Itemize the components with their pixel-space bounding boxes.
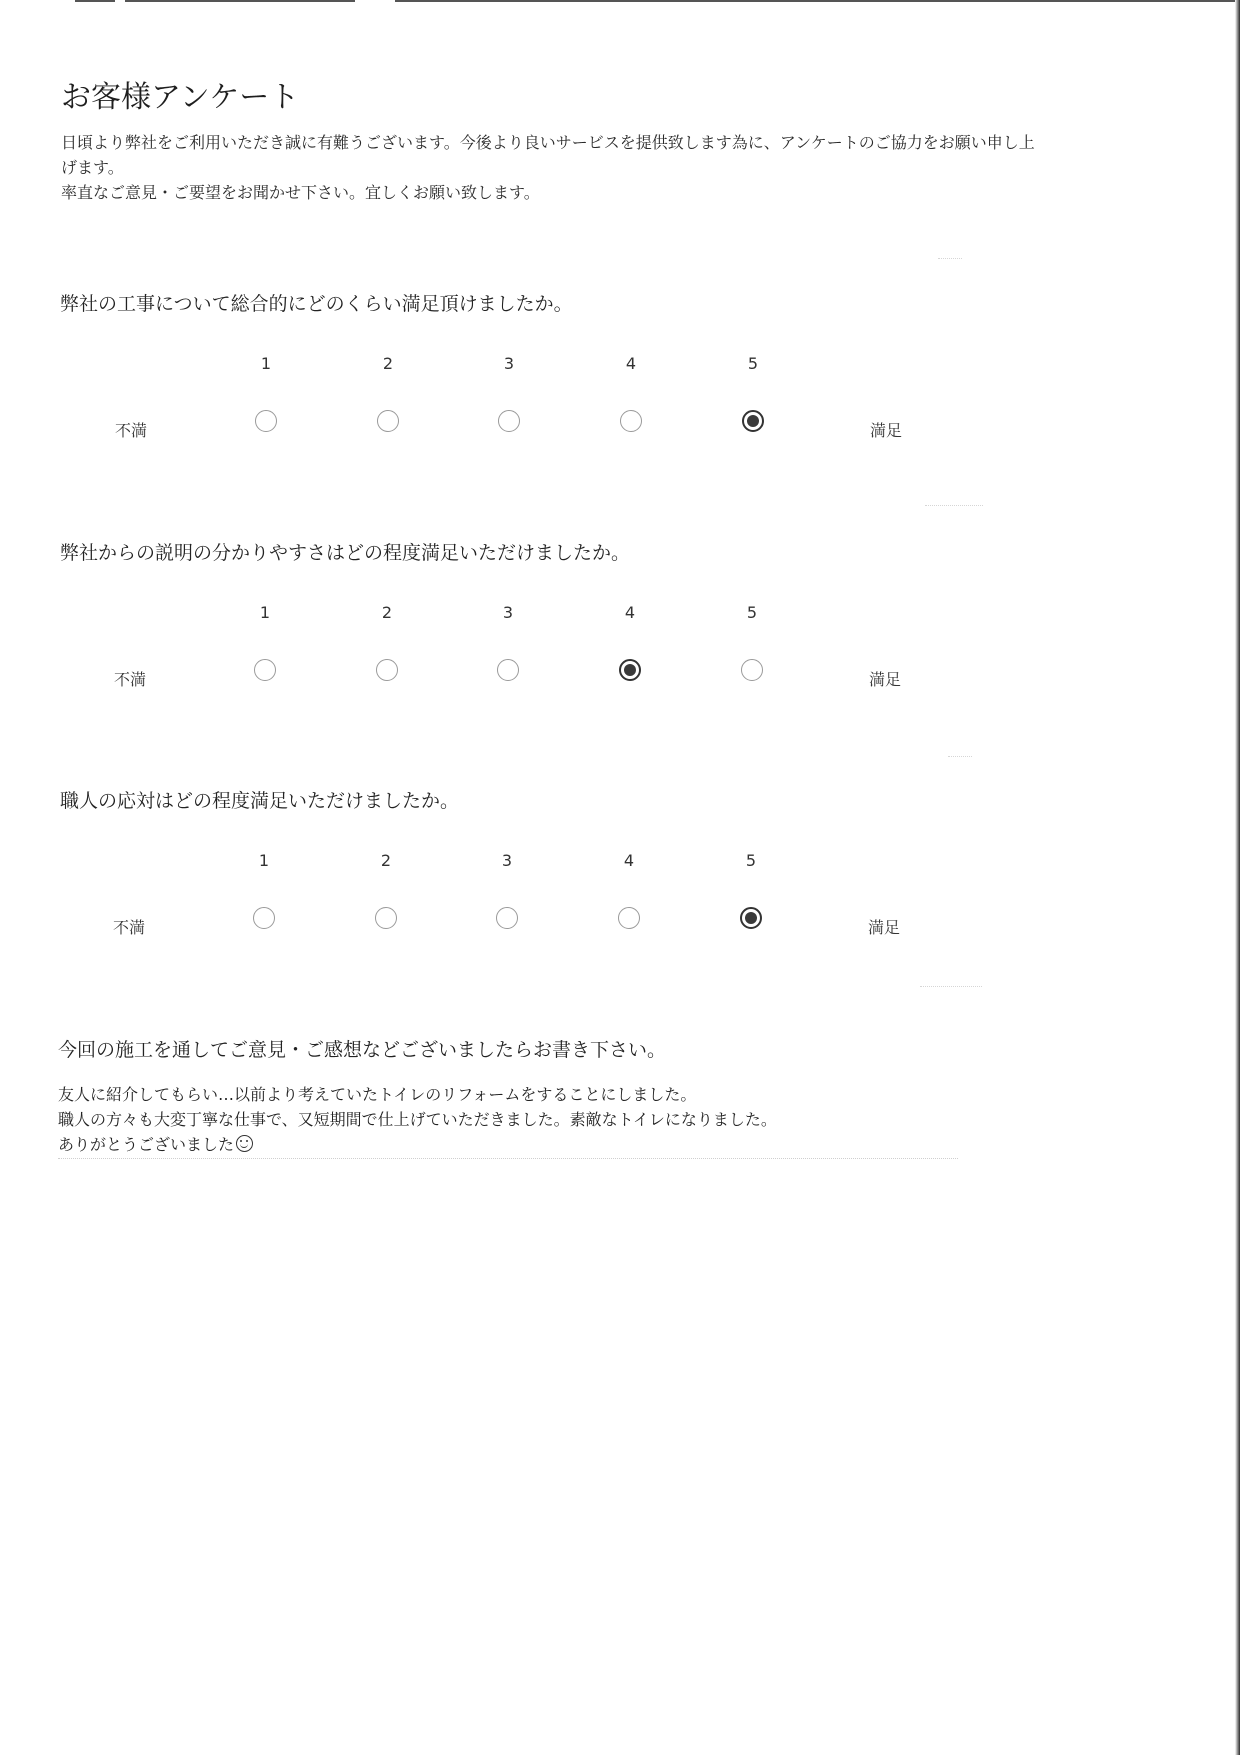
radio-option-4[interactable] [618, 907, 640, 929]
scan-edge-top [0, 0, 1240, 3]
comment-prompt: 今回の施工を通してご意見・ご感想などございましたらお書き下さい。 [58, 1039, 667, 1061]
question-text: 弊社からの説明の分かりやすさはどの程度満足いただけましたか。 [60, 542, 631, 564]
comment-answer-text: ありがとうございました [58, 1135, 235, 1154]
scan-speck [925, 505, 983, 506]
scale-number-5: 5 [746, 603, 758, 622]
scale-number-5: 5 [747, 354, 759, 373]
comment-answer-line [58, 1132, 777, 1157]
radio-option-4[interactable] [619, 659, 641, 681]
scale-number-3: 3 [501, 851, 513, 870]
intro-line: げます。 [61, 158, 124, 177]
radio-option-4[interactable] [620, 410, 642, 432]
scale-number-3: 3 [503, 354, 515, 373]
scale-number-1: 1 [258, 851, 270, 870]
scale-number-4: 4 [625, 354, 637, 373]
high-label: 満足 [870, 421, 903, 440]
scale-number-1: 1 [259, 603, 271, 622]
comment-underline [58, 1158, 958, 1159]
question-text: 弊社の工事について総合的にどのくらい満足頂けましたか。 [60, 293, 573, 315]
scale-number-2: 2 [381, 603, 393, 622]
survey-intro [61, 130, 1161, 205]
comment-answer-line: 職人の方々も大変丁寧な仕事で、又短期間で仕上げていただきました。素敵なトイレになりました。 [58, 1110, 777, 1129]
high-label: 満足 [869, 670, 902, 689]
scan-speck [920, 986, 982, 987]
scale-number-2: 2 [380, 851, 392, 870]
intro-line: 率直なご意見・ご要望をお聞かせ下さい。宜しくお願い致します。 [61, 183, 540, 202]
radio-option-2[interactable] [375, 907, 397, 929]
comment-answer [58, 1082, 777, 1157]
radio-option-5[interactable] [741, 659, 763, 681]
radio-option-5[interactable] [742, 410, 764, 432]
smiley-icon [236, 1135, 253, 1152]
scale-number-2: 2 [382, 354, 394, 373]
radio-option-1[interactable] [253, 907, 275, 929]
scan-speck [938, 258, 962, 259]
comment-answer-line: 友人に紹介してもらい…以前より考えていたトイレのリフォームをすることにしました。 [58, 1085, 697, 1104]
radio-option-3[interactable] [497, 659, 519, 681]
scale-number-5: 5 [745, 851, 757, 870]
scale-number-3: 3 [502, 603, 514, 622]
radio-option-1[interactable] [254, 659, 276, 681]
low-label: 不満 [114, 670, 147, 689]
radio-option-5[interactable] [740, 907, 762, 929]
radio-option-1[interactable] [255, 410, 277, 432]
radio-option-2[interactable] [376, 659, 398, 681]
question-text: 職人の応対はどの程度満足いただけましたか。 [60, 790, 460, 812]
radio-option-3[interactable] [496, 907, 518, 929]
high-label: 満足 [868, 918, 901, 937]
survey-title: お客様アンケート [61, 80, 300, 115]
radio-option-3[interactable] [498, 410, 520, 432]
low-label: 不満 [113, 918, 146, 937]
radio-option-2[interactable] [377, 410, 399, 432]
scale-number-1: 1 [260, 354, 272, 373]
scale-number-4: 4 [624, 603, 636, 622]
scan-edge-right [1235, 0, 1240, 1755]
low-label: 不満 [115, 421, 148, 440]
scale-number-4: 4 [623, 851, 635, 870]
scan-speck [948, 756, 972, 757]
intro-line: 日頃より弊社をご利用いただき誠に有難うございます。今後より良いサービスを提供致します為に、アンケートのご協力をお願い申し上 [61, 133, 1035, 152]
